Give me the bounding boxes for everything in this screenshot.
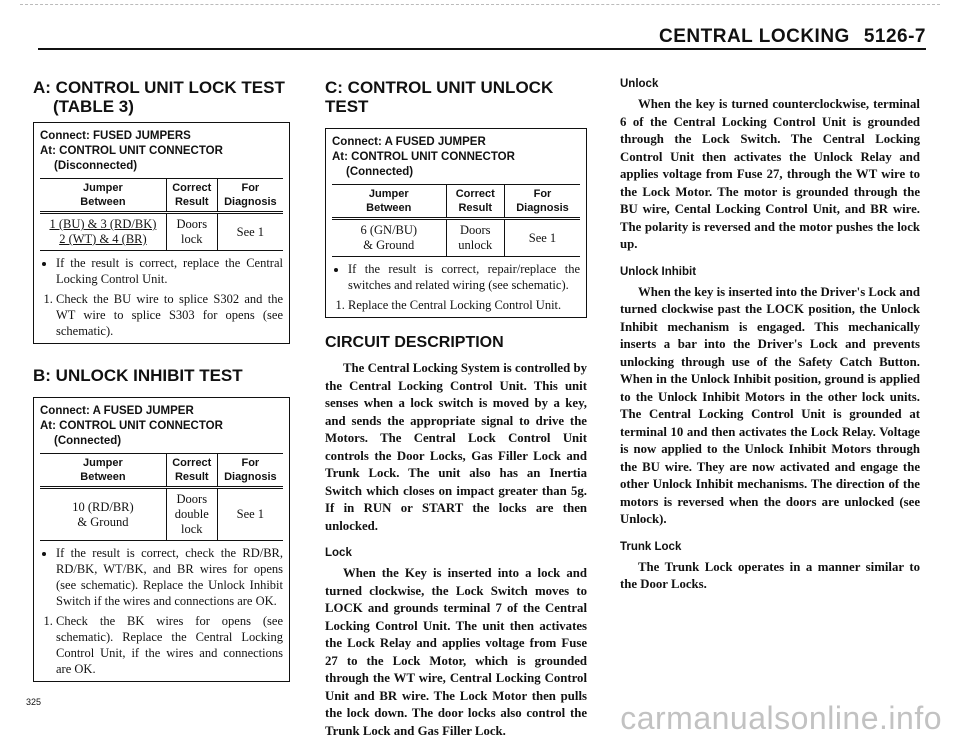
section-c-connect: Connect: A FUSED JUMPER At: CONTROL UNIT CONNECTOR (Connected) [332,136,515,178]
list-item: • If the result is correct, replace the Central Locking Control Unit. [56,255,283,287]
list-item: 1. Check the BU wire to splice S302 and the WT wire to splice S303 for opens (see schematic). [56,291,283,339]
col-jumper-header: Jumper Between [40,454,166,488]
trunk-lock-heading: Trunk Lock [620,540,682,553]
middle-column [325,78,587,740]
col-jumper-header: Jumper Between [40,179,166,213]
list-item: • If the result is correct, check the RD/BR, RD/BK, WT/BK, and BR wires for opens (see schematic). Replace the Unlock Inhibit Switch if the wires and connections are OK. [56,545,283,609]
section-b-bullets [40,545,283,609]
circuit-description-title: CIRCUIT DESCRIPTION [325,334,504,351]
section-a-bullets [40,255,283,287]
section-a-table [40,178,283,251]
col-diagnosis-header: For Diagnosis [217,454,283,488]
unlock-inhibit-heading: Unlock Inhibit [620,265,697,278]
col-jumper-header: Jumper Between [332,185,446,219]
section-c-bullets [332,261,580,293]
trunk-lock-text: The Trunk Lock operates in a manner similar to the Door Locks. [620,559,920,591]
col-diagnosis-header: For Diagnosis [217,179,283,213]
section-a-connect: Connect: FUSED JUMPERS At: CONTROL UNIT CONNECTOR (Disconnected) [40,130,223,172]
lock-text: When the Key is inserted into a lock and turned clockwise, the Lock Switch moves to LOCK and grounds terminal 7 of the Central Locking Control Unit. The unit then activates the Lock Relay and applies voltage from Fuse 27 to the Lock Motor, which is grounded through the WT wire, Central Locking Control Unit and BR wire. The Lock Motor then pulls the lock down. The door locks also control the Trunk Lock and Gas Filler Lock. [325,566,587,738]
table-row: 6 (GN/BU) & Ground Doors unlock See 1 [332,219,580,257]
section-a-steps [40,291,283,339]
lock-heading: Lock [325,547,352,559]
list-item: 1. Replace the Central Locking Control Unit. [348,297,580,313]
section-a-title: A: CONTROL UNIT LOCK TEST (TABLE 3) [33,78,285,116]
section-c-box [325,128,587,318]
col-result-header: Correct Result [166,454,217,488]
unlock-heading: Unlock [620,78,659,90]
unlock-inhibit-text: When the key is inserted into the Driver's Lock and turned clockwise past the LOCK position, the Unlock Inhibit mechanism is engaged. This mechanically inserts a bar into the Driver's Lock and prevents unlocking through use of the Safety Catch Button. When in the Unlock Inhibit position, ground is applied to the Unlock Inhibit Motors in the other lock units. The Central Locking Control Unit is grounded at terminal 10 and then activates the Lock Relay. Voltage is now applied to the Unlock Inhibit Motors through the BU wire. They are now activated and engage the other Unlock Inhibit mechanisms. The direction of the motors is reversed when the doors are unlocked (see Unlock). [620,284,920,526]
left-column [33,78,290,682]
table-row: 10 (RD/BR) & Ground Doors double lock See 1 [40,488,283,541]
col-result-header: Correct Result [446,185,504,219]
section-b-connect: Connect: A FUSED JUMPER At: CONTROL UNIT CONNECTOR (Connected) [40,405,223,447]
table-row: 1 (BU) & 3 (RD/BK) 2 (WT) & 4 (BR) Doors lock See 1 [40,213,283,251]
section-b-box [33,397,290,682]
circuit-intro: The Central Locking System is controlled by the Central Locking Control Unit. This unit senses when a lock switch is moved by a key, and sends the appropriate signal to drive the Motors. The Central Lock Control Unit controls the Door Locks, Gas Filler Lock and Trunk Lock. The unit also has an Inertia Switch which closes on impact greater than 5g. If in RUN or START the locks are then unlocked. [325,361,587,533]
list-item: 1. Check the BK wires for opens (see schematic). Replace the Central Locking Control Unit, if the wires and connections are OK. [56,613,283,677]
section-c-table [332,184,580,257]
header-title: CENTRAL LOCKING [659,26,850,47]
watermark: carmanualsonline.info [620,700,942,736]
page-number: 325 [26,697,42,707]
section-c-title: C: CONTROL UNIT UNLOCK TEST [325,78,554,116]
header-page-number: 5126-7 [863,26,926,47]
right-column [620,78,920,594]
unlock-text: When the key is turned counterclockwise, terminal 6 of the Central Locking Control Unit is grounded through the Lock Switch. The Central Locking Control Unit then activates the Unlock Relay and applies voltage from Fuse 27, through the WT wire to the Lock Motor. The motor is grounded through the BU wire, Cental Locking Control Unit, and BR wire. The polarity is reversed and the motor pushes the lock up. [620,97,920,251]
section-b-steps [40,613,283,677]
section-a-box [33,122,290,344]
page-header [659,26,926,48]
col-result-header: Correct Result [166,179,217,213]
top-dashed-rule [20,4,940,5]
section-c-steps [332,297,580,313]
col-diagnosis-header: For Diagnosis [504,185,580,219]
list-item: • If the result is correct, repair/replace the switches and related wiring (see schematic). [348,261,580,293]
header-rule [38,48,926,50]
section-b-table [40,453,283,541]
section-b-title: B: UNLOCK INHIBIT TEST [33,366,243,385]
